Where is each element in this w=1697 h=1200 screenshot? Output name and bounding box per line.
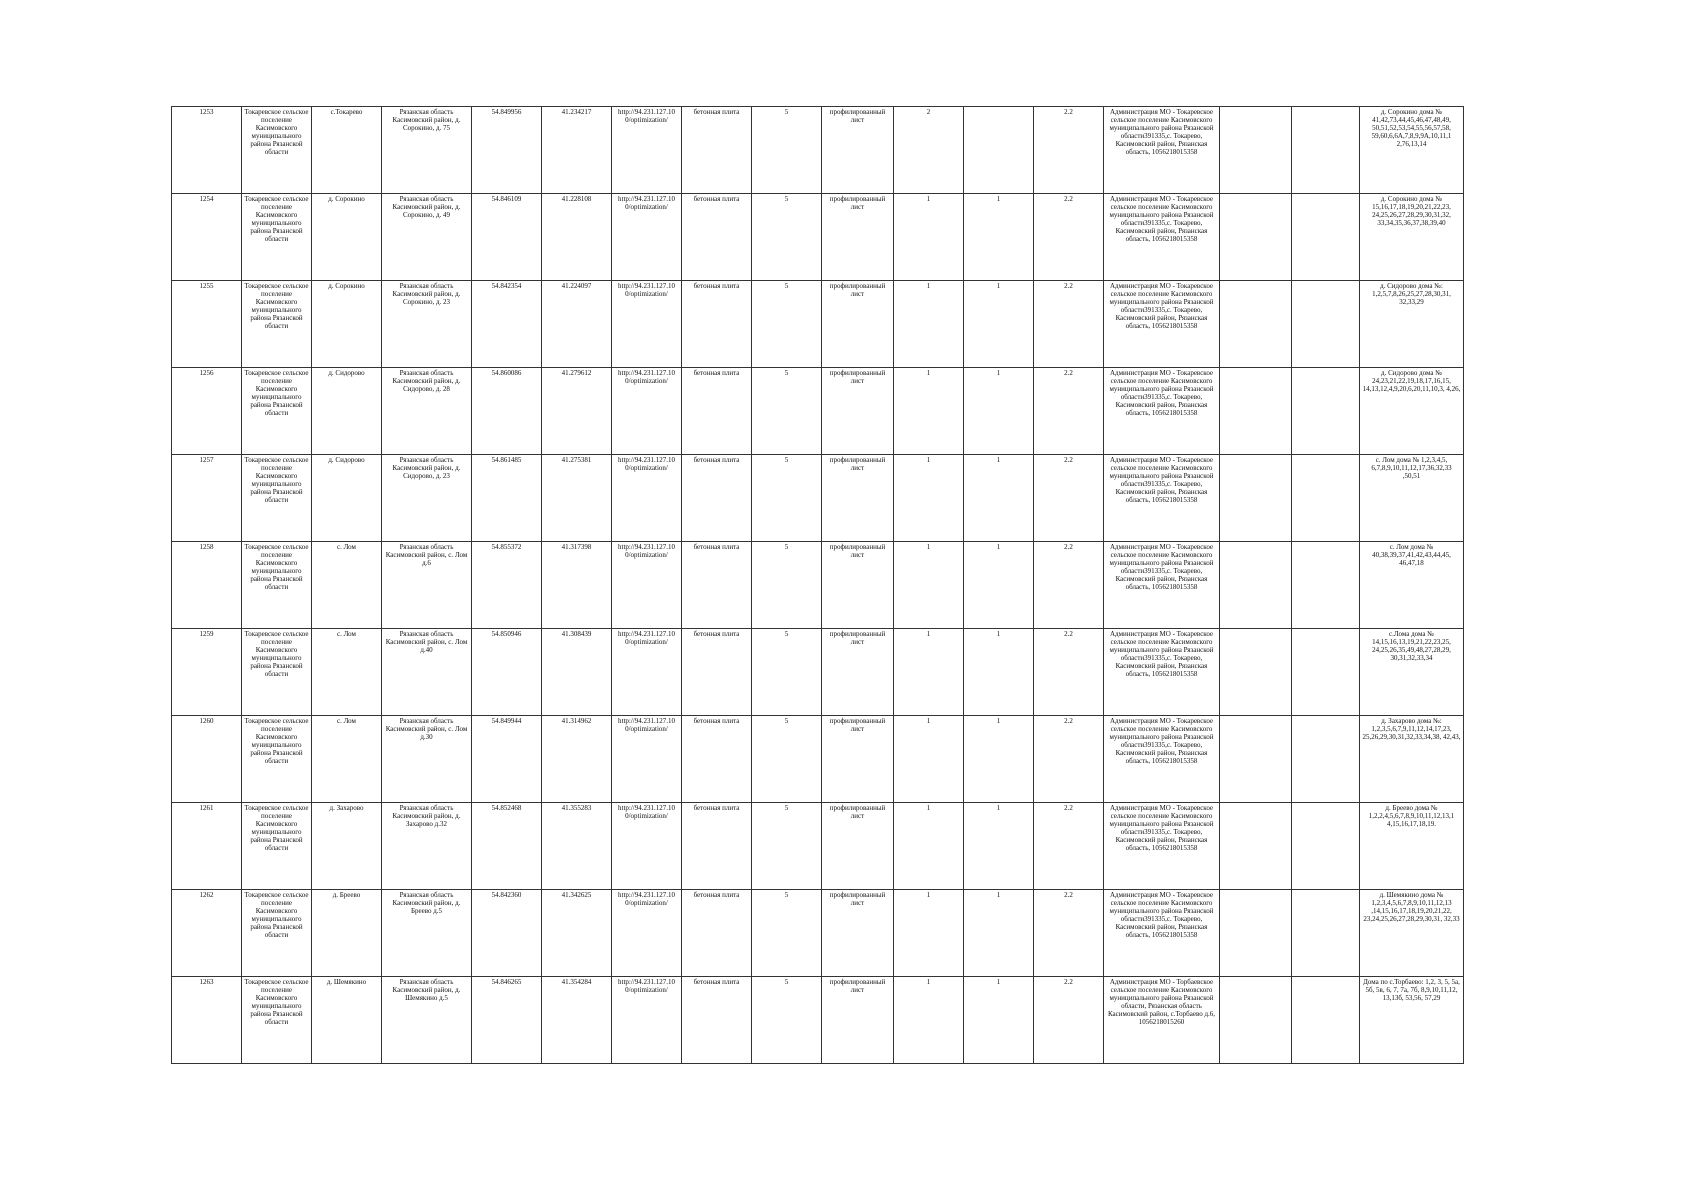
owner-cell: Администрация МО - Токаревское сельское поселение Касимовского муниципального района Рязанской области391335,с. Токарево, Касимовский район, Рязанская область, 1056218015358: [1104, 455, 1220, 542]
base-type-cell: бетонная плита: [682, 977, 752, 1064]
area-cell: 5: [752, 629, 822, 716]
longitude-cell: 41.308439: [542, 629, 612, 716]
served-houses-cell: д. Бреево дома № 1,2,2,4,5,6,7,8,9,10,11,12,13,1 4,15,16,17,18,19.: [1360, 803, 1464, 890]
area-cell: 5: [752, 542, 822, 629]
owner-cell: Администрация МО - Торбаевское сельское поселение Касимовского муниципального района Рязанской области, Рязанская область Касимовский район, с.Торбаево д.6, 1056218015260: [1104, 977, 1220, 1064]
link-cell: http://94.231.127.10 0/optimization/: [612, 803, 682, 890]
base-type-cell: бетонная плита: [682, 629, 752, 716]
settlement-cell: Токаревское сельское поселение Касимовского муниципального района Рязанской области: [242, 542, 312, 629]
owner-cell: Администрация МО - Токаревское сельское поселение Касимовского муниципального района Рязанской области391335,с. Токарево, Касимовский район, Рязанская область, 1056218015358: [1104, 194, 1220, 281]
container-count-cell: 2: [894, 107, 964, 194]
empty-cell: [1292, 803, 1360, 890]
container-volume-cell: 2.2: [1034, 716, 1104, 803]
container-volume-cell: 2.2: [1034, 455, 1104, 542]
container-count-cell: 1: [894, 194, 964, 281]
latitude-cell: 54.849956: [472, 107, 542, 194]
row-number-cell: 1253: [172, 107, 242, 194]
row-number-cell: 1259: [172, 629, 242, 716]
table-row: [172, 890, 1464, 977]
fence-material-cell: профилированный лист: [822, 977, 894, 1064]
empty-cell: [1292, 107, 1360, 194]
settlement-cell: Токаревское сельское поселение Касимовского муниципального района Рязанской области: [242, 803, 312, 890]
address-cell: Рязанская область Касимовский район, д. Шемякино д.5: [382, 977, 472, 1064]
row-number-cell: 1258: [172, 542, 242, 629]
container-planned-cell: 1: [964, 629, 1034, 716]
link-cell: http://94.231.127.10 0/optimization/: [612, 977, 682, 1064]
locality-cell: д. Сидорово: [312, 368, 382, 455]
area-cell: 5: [752, 194, 822, 281]
locality-cell: д. Захарово: [312, 803, 382, 890]
fence-material-cell: профилированный лист: [822, 368, 894, 455]
fence-material-cell: профилированный лист: [822, 455, 894, 542]
table-body: [172, 107, 1464, 1064]
settlement-cell: Токаревское сельское поселение Касимовского муниципального района Рязанской области: [242, 107, 312, 194]
base-type-cell: бетонная плита: [682, 107, 752, 194]
empty-cell: [1220, 977, 1292, 1064]
table-row: [172, 107, 1464, 194]
area-cell: 5: [752, 281, 822, 368]
link-cell: http://94.231.127.10 0/optimization/: [612, 194, 682, 281]
locality-cell: с. Лом: [312, 542, 382, 629]
latitude-cell: 54.849944: [472, 716, 542, 803]
table-row: [172, 629, 1464, 716]
settlement-cell: Токаревское сельское поселение Касимовского муниципального района Рязанской области: [242, 890, 312, 977]
latitude-cell: 54.850946: [472, 629, 542, 716]
container-volume-cell: 2.2: [1034, 107, 1104, 194]
area-cell: 5: [752, 368, 822, 455]
container-count-cell: 1: [894, 716, 964, 803]
empty-cell: [1292, 890, 1360, 977]
container-count-cell: 1: [894, 368, 964, 455]
registry-table: [171, 106, 1464, 1064]
base-type-cell: бетонная плита: [682, 194, 752, 281]
address-cell: Рязанская область Касимовский район, д. Захарово д.32: [382, 803, 472, 890]
empty-cell: [1292, 542, 1360, 629]
settlement-cell: Токаревское сельское поселение Касимовского муниципального района Рязанской области: [242, 455, 312, 542]
empty-cell: [1220, 368, 1292, 455]
row-number-cell: 1260: [172, 716, 242, 803]
container-planned-cell: 1: [964, 542, 1034, 629]
fence-material-cell: профилированный лист: [822, 890, 894, 977]
link-cell: http://94.231.127.10 0/optimization/: [612, 368, 682, 455]
base-type-cell: бетонная плита: [682, 542, 752, 629]
served-houses-cell: с. Лом дома № 40,38,39,37,41,42,43,44,45, 46,47,18: [1360, 542, 1464, 629]
base-type-cell: бетонная плита: [682, 803, 752, 890]
fence-material-cell: профилированный лист: [822, 716, 894, 803]
settlement-cell: Токаревское сельское поселение Касимовского муниципального района Рязанской области: [242, 281, 312, 368]
address-cell: Рязанская область Касимовский район, с. Лом д.40: [382, 629, 472, 716]
locality-cell: д. Сидорово: [312, 455, 382, 542]
empty-cell: [1220, 281, 1292, 368]
container-count-cell: 1: [894, 890, 964, 977]
owner-cell: Администрация МО - Токаревское сельское поселение Касимовского муниципального района Рязанской области391335,с. Токарево, Касимовский район, Рязанская область, 1056218015358: [1104, 890, 1220, 977]
empty-cell: [1220, 629, 1292, 716]
empty-cell: [1292, 716, 1360, 803]
empty-cell: [1292, 455, 1360, 542]
served-houses-cell: д. Сорокино дома № 41,42,73,44,45,46,47,48,49, 50,51,52,53,54,55,56,57,58, 59,60,6,6А,7,8,9,9А,10,11,1 2,76,13,14: [1360, 107, 1464, 194]
row-number-cell: 1256: [172, 368, 242, 455]
served-houses-cell: д. Сидорово дома №: 1,2,5,7,8,26,25,27,28,30,31, 32,33,29: [1360, 281, 1464, 368]
served-houses-cell: д. Сидорово дома № 24,23,21,22,19,18,17,16,15, 14,13,12,4,9,20,6,20,11,10,3, 4,26,: [1360, 368, 1464, 455]
empty-cell: [1292, 977, 1360, 1064]
owner-cell: Администрация МО - Токаревское сельское поселение Касимовского муниципального района Рязанской области391335,с. Токарево, Касимовский район, Рязанская область, 1056218015358: [1104, 368, 1220, 455]
empty-cell: [1292, 368, 1360, 455]
row-number-cell: 1261: [172, 803, 242, 890]
row-number-cell: 1255: [172, 281, 242, 368]
latitude-cell: 54.842360: [472, 890, 542, 977]
link-cell: http://94.231.127.10 0/optimization/: [612, 455, 682, 542]
longitude-cell: 41.275381: [542, 455, 612, 542]
fence-material-cell: профилированный лист: [822, 281, 894, 368]
container-planned-cell: 1: [964, 803, 1034, 890]
container-planned-cell: [964, 107, 1034, 194]
container-volume-cell: 2.2: [1034, 977, 1104, 1064]
longitude-cell: 41.234217: [542, 107, 612, 194]
link-cell: http://94.231.127.10 0/optimization/: [612, 107, 682, 194]
latitude-cell: 54.855372: [472, 542, 542, 629]
locality-cell: с. Лом: [312, 716, 382, 803]
container-count-cell: 1: [894, 803, 964, 890]
container-volume-cell: 2.2: [1034, 194, 1104, 281]
container-planned-cell: 1: [964, 281, 1034, 368]
address-cell: Рязанская область Касимовский район, д. Сорокино, д. 49: [382, 194, 472, 281]
locality-cell: д. Шемякино: [312, 977, 382, 1064]
owner-cell: Администрация МО - Токаревское сельское поселение Касимовского муниципального района Рязанской области391335,с. Токарево, Касимовский район, Рязанская область, 1056218015358: [1104, 716, 1220, 803]
empty-cell: [1292, 194, 1360, 281]
table-row: [172, 803, 1464, 890]
base-type-cell: бетонная плита: [682, 281, 752, 368]
container-planned-cell: 1: [964, 455, 1034, 542]
table-row: [172, 368, 1464, 455]
served-houses-cell: д. Захарово дома №: 1,2,3,5,6,7,9,11,12,14,17,23, 25,26,29,30,31,32,33,34,38, 42,43,: [1360, 716, 1464, 803]
container-volume-cell: 2.2: [1034, 542, 1104, 629]
address-cell: Рязанская область Касимовский район, д. Сорокино, д. 75: [382, 107, 472, 194]
table-row: [172, 542, 1464, 629]
fence-material-cell: профилированный лист: [822, 542, 894, 629]
address-cell: Рязанская область Касимовский район, с. Лом д.30: [382, 716, 472, 803]
settlement-cell: Токаревское сельское поселение Касимовского муниципального района Рязанской области: [242, 368, 312, 455]
area-cell: 5: [752, 803, 822, 890]
settlement-cell: Токаревское сельское поселение Касимовского муниципального района Рязанской области: [242, 194, 312, 281]
base-type-cell: бетонная плита: [682, 455, 752, 542]
row-number-cell: 1262: [172, 890, 242, 977]
locality-cell: д. Сорокино: [312, 281, 382, 368]
container-volume-cell: 2.2: [1034, 890, 1104, 977]
container-planned-cell: 1: [964, 716, 1034, 803]
empty-cell: [1220, 803, 1292, 890]
fence-material-cell: профилированный лист: [822, 194, 894, 281]
longitude-cell: 41.314962: [542, 716, 612, 803]
address-cell: Рязанская область Касимовский район, д. Сорокино, д. 23: [382, 281, 472, 368]
owner-cell: Администрация МО - Токаревское сельское поселение Касимовского муниципального района Рязанской области391335,с. Токарево, Касимовский район, Рязанская область, 1056218015358: [1104, 107, 1220, 194]
latitude-cell: 54.846265: [472, 977, 542, 1064]
latitude-cell: 54.852468: [472, 803, 542, 890]
locality-cell: д. Бреево: [312, 890, 382, 977]
latitude-cell: 54.846109: [472, 194, 542, 281]
served-houses-cell: д. Шемякино дома № 1,2,3,4,5,6,7,8,9,10,11,12,13 ,14,15,16,17,18,19,20,21,22, 23,24,25,26,27,28,29,30,31, 32,33: [1360, 890, 1464, 977]
container-volume-cell: 2.2: [1034, 803, 1104, 890]
base-type-cell: бетонная плита: [682, 716, 752, 803]
container-planned-cell: 1: [964, 890, 1034, 977]
container-planned-cell: 1: [964, 194, 1034, 281]
address-cell: Рязанская область Касимовский район, д. Бреево д.5: [382, 890, 472, 977]
container-count-cell: 1: [894, 281, 964, 368]
longitude-cell: 41.354284: [542, 977, 612, 1064]
locality-cell: с.Токарево: [312, 107, 382, 194]
longitude-cell: 41.279612: [542, 368, 612, 455]
table-row: [172, 716, 1464, 803]
empty-cell: [1220, 194, 1292, 281]
locality-cell: с. Лом: [312, 629, 382, 716]
latitude-cell: 54.860086: [472, 368, 542, 455]
container-count-cell: 1: [894, 455, 964, 542]
longitude-cell: 41.342625: [542, 890, 612, 977]
row-number-cell: 1263: [172, 977, 242, 1064]
address-cell: Рязанская область Касимовский район, д. Сидорово, д. 23: [382, 455, 472, 542]
fence-material-cell: профилированный лист: [822, 107, 894, 194]
served-houses-cell: с.Лома дома № 14,15,16,13,19,21,22,23,25, 24,25,26,35,49,48,27,28,29, 30,31,32,33,34: [1360, 629, 1464, 716]
link-cell: http://94.231.127.10 0/optimization/: [612, 629, 682, 716]
area-cell: 5: [752, 107, 822, 194]
base-type-cell: бетонная плита: [682, 890, 752, 977]
table-row: [172, 194, 1464, 281]
empty-cell: [1292, 281, 1360, 368]
fence-material-cell: профилированный лист: [822, 803, 894, 890]
container-volume-cell: 2.2: [1034, 368, 1104, 455]
settlement-cell: Токаревское сельское поселение Касимовского муниципального района Рязанской области: [242, 977, 312, 1064]
area-cell: 5: [752, 716, 822, 803]
row-number-cell: 1254: [172, 194, 242, 281]
area-cell: 5: [752, 890, 822, 977]
container-volume-cell: 2.2: [1034, 629, 1104, 716]
empty-cell: [1220, 716, 1292, 803]
locality-cell: д. Сорокино: [312, 194, 382, 281]
table-row: [172, 455, 1464, 542]
longitude-cell: 41.228108: [542, 194, 612, 281]
base-type-cell: бетонная плита: [682, 368, 752, 455]
settlement-cell: Токаревское сельское поселение Касимовского муниципального района Рязанской области: [242, 716, 312, 803]
address-cell: Рязанская область Касимовский район, с. Лом д.6: [382, 542, 472, 629]
owner-cell: Администрация МО - Токаревское сельское поселение Касимовского муниципального района Рязанской области391335,с. Токарево, Касимовский район, Рязанская область, 1056218015358: [1104, 629, 1220, 716]
container-planned-cell: 1: [964, 977, 1034, 1064]
served-houses-cell: с. Лом дома № 1,2,3,4,5, 6,7,8,9,10,11,12,17,36,32,33 ,50,51: [1360, 455, 1464, 542]
owner-cell: Администрация МО - Токаревское сельское поселение Касимовского муниципального района Рязанской области391335,с. Токарево, Касимовский район, Рязанская область, 1056218015358: [1104, 542, 1220, 629]
area-cell: 5: [752, 977, 822, 1064]
served-houses-cell: д. Сорокино дома № 15,16,17,18,19,20,21,22,23, 24,25,26,27,28,29,30,31,32, 33,34,35,36,37,38,39,40: [1360, 194, 1464, 281]
latitude-cell: 54.842354: [472, 281, 542, 368]
empty-cell: [1220, 455, 1292, 542]
address-cell: Рязанская область Касимовский район, д. Сидорово, д. 28: [382, 368, 472, 455]
served-houses-cell: Дома по с.Торбаево: 1,2, 3, 5, 5а, 5б, 5в, 6, 7, 7а, 7б, 8,9,10,11,12, 13,13б, 53,56, 57,29: [1360, 977, 1464, 1064]
longitude-cell: 41.224097: [542, 281, 612, 368]
empty-cell: [1220, 542, 1292, 629]
settlement-cell: Токаревское сельское поселение Касимовского муниципального района Рязанской области: [242, 629, 312, 716]
latitude-cell: 54.861485: [472, 455, 542, 542]
row-number-cell: 1257: [172, 455, 242, 542]
container-count-cell: 1: [894, 977, 964, 1064]
link-cell: http://94.231.127.10 0/optimization/: [612, 281, 682, 368]
table-row: [172, 281, 1464, 368]
link-cell: http://94.231.127.10 0/optimization/: [612, 542, 682, 629]
fence-material-cell: профилированный лист: [822, 629, 894, 716]
container-count-cell: 1: [894, 629, 964, 716]
link-cell: http://94.231.127.10 0/optimization/: [612, 716, 682, 803]
longitude-cell: 41.355283: [542, 803, 612, 890]
owner-cell: Администрация МО - Токаревское сельское поселение Касимовского муниципального района Рязанской области391335,с. Токарево, Касимовский район, Рязанская область, 1056218015358: [1104, 281, 1220, 368]
longitude-cell: 41.317398: [542, 542, 612, 629]
container-planned-cell: 1: [964, 368, 1034, 455]
container-count-cell: 1: [894, 542, 964, 629]
owner-cell: Администрация МО - Токаревское сельское поселение Касимовского муниципального района Рязанской области391335,с. Токарево, Касимовский район, Рязанская область, 1056218015358: [1104, 803, 1220, 890]
link-cell: http://94.231.127.10 0/optimization/: [612, 890, 682, 977]
empty-cell: [1292, 629, 1360, 716]
table-row: [172, 977, 1464, 1064]
empty-cell: [1220, 890, 1292, 977]
empty-cell: [1220, 107, 1292, 194]
area-cell: 5: [752, 455, 822, 542]
container-volume-cell: 2.2: [1034, 281, 1104, 368]
